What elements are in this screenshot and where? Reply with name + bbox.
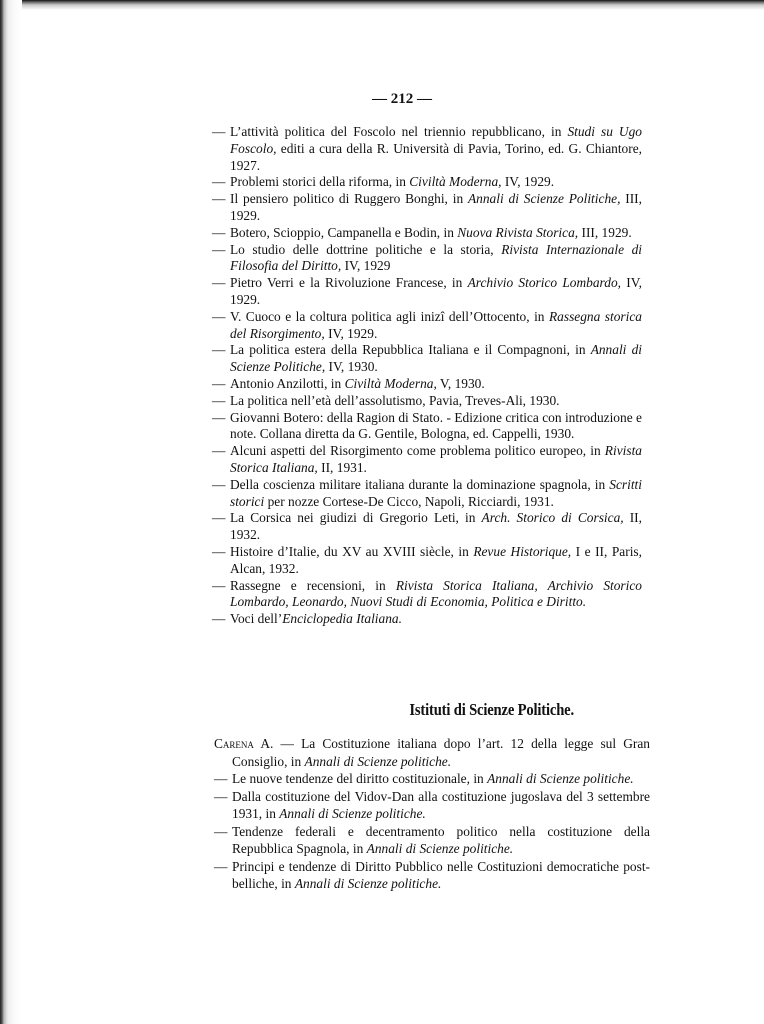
bibliography-entry bbox=[212, 410, 642, 444]
bibliography-entry bbox=[214, 858, 650, 893]
entry-dash: — bbox=[212, 543, 226, 559]
entry-text: IV, 1929. bbox=[230, 275, 642, 307]
entry-title-italic: Nuova Rivista Storica, bbox=[457, 224, 579, 240]
bibliography-entry bbox=[214, 788, 650, 823]
entry-title-italic: Enciclopedia Italiana. bbox=[282, 611, 402, 627]
entry-text: Della coscienza militare italiana durante la dominazione spagnola, in bbox=[230, 476, 610, 492]
section-heading bbox=[110, 700, 764, 720]
entry-text: V, 1930. bbox=[436, 375, 485, 391]
entry-dash: — bbox=[212, 308, 226, 324]
entry-dash: — bbox=[212, 124, 226, 139]
entry-text: Rassegne e recensioni, in bbox=[230, 577, 396, 593]
entry-dash: — bbox=[212, 342, 226, 358]
entry-title-italic: Annali di Scienze politiche. bbox=[487, 771, 634, 786]
entry-dash: — bbox=[212, 392, 226, 408]
bibliography-entry bbox=[212, 124, 642, 174]
entry-text: IV, 1929 bbox=[341, 258, 391, 274]
entry-text: Histoire d’Italie, du XV au XVIII siècle, in bbox=[230, 543, 474, 559]
entry-dash: — bbox=[212, 611, 226, 627]
entry-text: Il pensiero politico di Ruggero Bonghi, in bbox=[230, 191, 468, 207]
bibliography-entry bbox=[212, 477, 642, 511]
entry-text: Principi e tendenze di Diritto Pubblico nelle Costituzioni democratiche post-belliche, in bbox=[232, 858, 650, 891]
bibliography-list bbox=[212, 124, 642, 628]
bibliography-entry bbox=[212, 393, 642, 410]
entry-text: III, 1929. bbox=[230, 191, 642, 223]
entry-text: Voci dell’ bbox=[230, 611, 283, 627]
bibliography-entry bbox=[212, 510, 642, 544]
entry-title-italic: Annali di Scienze politiche. bbox=[366, 841, 514, 856]
entry-text: V. Cuoco e la coltura politica agli inizî dell’Ottocento, in bbox=[230, 308, 549, 324]
bibliography-entry bbox=[212, 611, 642, 628]
entry-dash: — bbox=[280, 736, 294, 751]
bibliography-entry bbox=[212, 544, 642, 578]
entry-dash: — bbox=[214, 771, 228, 786]
entry-text: Pietro Verri e la Rivoluzione Francese, in bbox=[230, 275, 468, 291]
entry-text: per nozze Cortese-De Cicco, Napoli, Ricciardi, 1931. bbox=[264, 493, 554, 509]
entry-title-italic: Rivista Storica Italiana, Archivio Storico Lombardo, Leonardo, Nuovi Studi di Economia, Politica e Diritto. bbox=[230, 577, 643, 610]
entry-text: III, 1929. bbox=[578, 224, 632, 240]
bibliography-entry bbox=[212, 275, 642, 309]
entry-text: Giovanni Botero: della Ragion di Stato. - Edizione critica con introduzione e note. Collana diretta da G. Gentile, Bologna, ed. Cappelli, 1930. bbox=[230, 409, 642, 442]
entry-text: IV, 1930. bbox=[325, 359, 378, 375]
entry-text: editi a cura della R. Università di Pavia, Torino, ed. G. Chiantore, 1927. bbox=[230, 140, 642, 173]
bibliography-entry bbox=[212, 578, 642, 612]
bibliography-entry bbox=[212, 225, 642, 242]
entry-text: IV, 1929. bbox=[501, 174, 555, 190]
entry-title-italic: Annali di Scienze politiche. bbox=[304, 753, 452, 769]
bibliography-entry bbox=[212, 174, 642, 191]
entry-text: I e II, Paris, Alcan, 1932. bbox=[230, 543, 642, 576]
entry-title-italic: Arch. Storico di Corsica, bbox=[481, 510, 624, 526]
bibliography-list-institutes bbox=[214, 735, 650, 893]
entry-dash: — bbox=[214, 788, 228, 804]
entry-text: Alcuni aspetti del Risorgimento come problema politico europeo, in bbox=[230, 443, 605, 459]
bibliography-entry bbox=[212, 443, 642, 477]
entry-dash: — bbox=[212, 510, 226, 526]
entry-text: Tendenze federali e decentramento politico nella costituzione della Repubblica Spagnola, in bbox=[232, 823, 650, 856]
section-heading-text: Istituti di Scienze Politiche. bbox=[409, 700, 575, 719]
bibliography-entry bbox=[212, 242, 642, 276]
bibliography-entry bbox=[212, 376, 642, 393]
entry-title-italic: Annali di Scienze Politiche, bbox=[467, 191, 621, 207]
entry-text: Lo studio delle dottrine politiche e la storia, bbox=[230, 241, 502, 257]
entry-dash: — bbox=[212, 375, 226, 391]
scan-edge-left bbox=[0, 0, 22, 1024]
entry-dash: — bbox=[212, 241, 226, 257]
entry-text: La politica estera della Repubblica Italiana e il Compagnoni, in bbox=[230, 342, 591, 358]
bibliography-entry bbox=[214, 735, 650, 770]
entry-dash: — bbox=[212, 275, 226, 291]
entry-text: II, 1931. bbox=[317, 459, 367, 475]
page-number: — 212 — bbox=[372, 91, 432, 107]
entry-title-italic: Annali di Scienze politiche. bbox=[294, 876, 442, 891]
entry-text: II, 1932. bbox=[230, 510, 642, 543]
entry-title-italic: Civiltà Moderna, bbox=[344, 375, 437, 391]
bibliography-entry bbox=[214, 770, 650, 788]
entry-dash: — bbox=[214, 858, 228, 874]
entry-dash: — bbox=[214, 823, 228, 839]
entry-text: L’attività politica del Foscolo nel triennio repubblicano, in bbox=[230, 124, 568, 139]
entry-title-italic: Scritti storici bbox=[230, 476, 642, 509]
entry-dash: — bbox=[212, 174, 226, 190]
entry-title-italic: Studi su Ugo Foscolo, bbox=[230, 124, 642, 156]
entry-dash: — bbox=[212, 443, 226, 459]
bibliography-entry bbox=[212, 342, 642, 376]
entry-title-italic: Rivista Storica Italiana, bbox=[230, 443, 642, 475]
bibliography-entry bbox=[214, 823, 650, 858]
entry-dash: — bbox=[212, 577, 226, 593]
entry-title-italic: Revue Historique, bbox=[473, 543, 572, 559]
entry-title-italic: Annali di Scienze politiche. bbox=[279, 806, 426, 821]
entry-text: La Costituzione italiana dopo l’art. 12 della legge sul Gran Consiglio, in bbox=[232, 736, 650, 769]
entry-title-italic: Rassegna storica del Risorgimento, bbox=[230, 308, 642, 341]
entry-title-italic: Rivista Internazionale di Filosofia del Diritto, bbox=[230, 241, 642, 274]
entry-text: IV, 1929. bbox=[324, 325, 378, 341]
scan-edge-top bbox=[0, 0, 764, 10]
entry-dash: — bbox=[212, 409, 226, 425]
entry-author: Carena A. bbox=[214, 736, 274, 751]
entry-text: La politica nell’età dell’assolutismo, Pavia, Treves-Ali, 1930. bbox=[230, 392, 560, 408]
entry-text: Antonio Anzilotti, in bbox=[230, 375, 345, 391]
entry-text: Botero, Scioppio, Campanella e Bodin, in bbox=[230, 224, 458, 240]
entry-title-italic: Archivio Storico Lombardo, bbox=[467, 275, 621, 291]
entry-text: La Corsica nei giudizi di Gregorio Leti, in bbox=[230, 510, 482, 526]
entry-dash: — bbox=[212, 224, 226, 240]
bibliography-entry bbox=[212, 191, 642, 225]
bibliography-entry bbox=[212, 309, 642, 343]
entry-text: Le nuove tendenze del diritto costituzionale, in bbox=[232, 771, 488, 786]
entry-text: Dalla costituzione del Vidov-Dan alla costituzione jugoslava del 3 settembre 1931, in bbox=[232, 788, 650, 821]
entry-text: Problemi storici della riforma, in bbox=[230, 174, 410, 190]
entry-dash: — bbox=[212, 476, 226, 492]
entry-title-italic: Civiltà Moderna, bbox=[409, 174, 502, 190]
entry-title-italic: Annali di Scienze Politiche, bbox=[230, 342, 642, 375]
entry-dash: — bbox=[212, 191, 226, 207]
